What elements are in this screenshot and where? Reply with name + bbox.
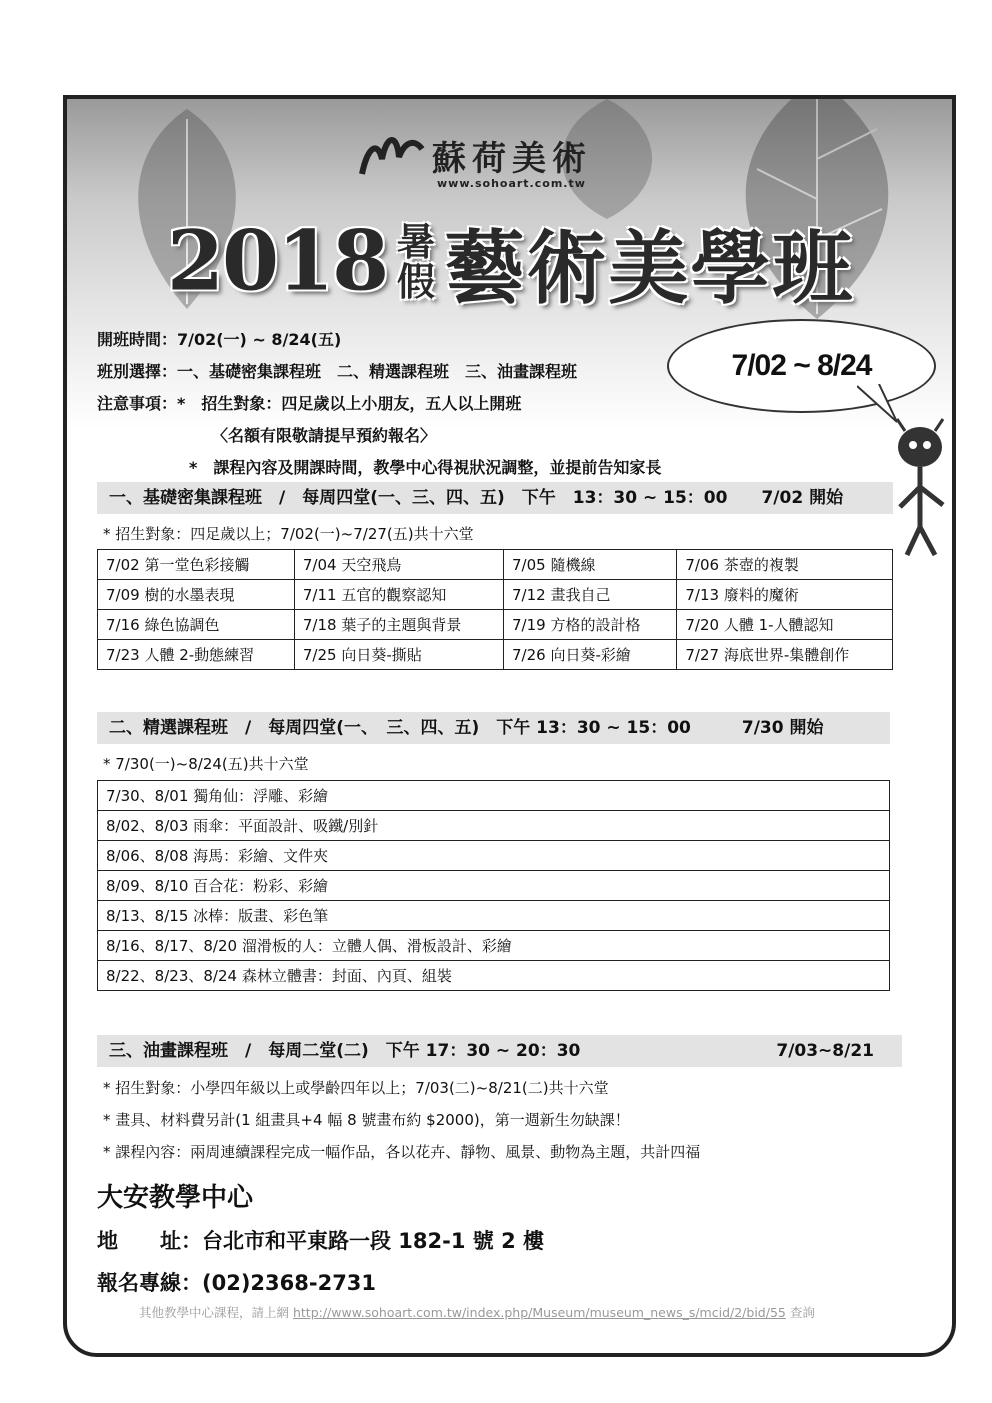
section3-title: 三、油畫課程班 / 每周二堂(二) 下午 17：30 ~ 20：30	[109, 1041, 581, 1061]
table-cell: 8/16、8/17、8/20 溜滑板的人：立體人偶、滑板設計、彩繪	[98, 931, 890, 961]
table-cell: 7/04 天空飛鳥	[294, 550, 503, 580]
section3-note-3: * 課程內容：兩周連續課程完成一幅作品，各以花卉、靜物、風景、動物為主題，共計四福	[103, 1143, 701, 1161]
page-title	[167, 204, 854, 319]
table-cell: 8/22、8/23、8/24 森林立體書：封面、內頁、組裝	[98, 961, 890, 991]
logo-name: 蘇荷美術	[432, 139, 592, 179]
table-cell: 7/16 綠色協調色	[98, 610, 295, 640]
title-stack	[396, 218, 435, 304]
table-cell: 8/02、8/03 雨傘：平面設計、吸鐵/別針	[98, 811, 890, 841]
table-row	[98, 640, 893, 670]
section3-note-1: * 招生對象：小學四年級以上或學齡四年以上；7/03(二)~8/21(二)共十六堂	[103, 1079, 609, 1097]
table-cell: 7/18 葉子的主題與背景	[294, 610, 503, 640]
center-name: 大安教學中心	[97, 1183, 254, 1213]
table-cell: 7/19 方格的設計格	[504, 610, 677, 640]
table-row	[98, 931, 890, 961]
center-address: 地 址：台北市和平東路一段 182-1 號 2 樓	[97, 1229, 545, 1253]
section2-note: * 7/30(一)~8/24(五)共十六堂	[103, 755, 309, 773]
table-cell: 7/20 人體 1-人體認知	[677, 610, 893, 640]
section3-header	[97, 1035, 902, 1067]
section1-note: * 招生對象：四足歲以上；7/02(一)~7/27(五)共十六堂	[103, 525, 474, 543]
info-adjustment: * 課程內容及開課時間，教學中心得視狀況調整，並提前告知家長	[189, 458, 662, 477]
section3-dates: 7/03~8/21	[776, 1041, 874, 1061]
table-cell: 7/23 人體 2-動態練習	[98, 640, 295, 670]
table-row	[98, 811, 890, 841]
title-stack-top: 暑	[396, 218, 435, 264]
logo-mark-icon	[357, 129, 427, 179]
info-class-options: 班別選擇：一、基礎密集課程班 二、精選課程班 三、油畫課程班	[97, 362, 578, 381]
title-stack-bottom: 假	[396, 258, 435, 304]
flyer-frame	[63, 95, 956, 1357]
date-bubble: 7/02 ~ 8/24	[667, 319, 936, 413]
table-cell: 7/12 畫我自己	[504, 580, 677, 610]
title-year: 2018	[167, 213, 388, 310]
table-cell: 7/02 第一堂色彩接觸	[98, 550, 295, 580]
table-row	[98, 871, 890, 901]
section2-header: 二、精選課程班 / 每周四堂(一、 三、四、五) 下午 13：30 ~ 15：00 7/30 開始	[97, 712, 890, 744]
table-cell: 7/06 茶壺的複製	[677, 550, 893, 580]
table-row	[98, 961, 890, 991]
section1-header: 一、基礎密集課程班 / 每周四堂(一、三、四、五) 下午 13：30 ~ 15：00 7/02 開始	[97, 482, 893, 514]
mascot-icon	[885, 417, 955, 557]
logo-url: www.sohoart.com.tw	[437, 177, 586, 190]
info-notice: 注意事項：* 招生對象：四足歲以上小朋友，五人以上開班	[97, 394, 522, 413]
website-suffix: 查詢	[785, 1305, 815, 1320]
table-row	[98, 610, 893, 640]
table-cell: 7/13 廢料的魔術	[677, 580, 893, 610]
table-cell: 7/30、8/01 獨角仙：浮雕、彩繪	[98, 781, 890, 811]
table-cell: 8/13、8/15 冰棒：版畫、彩色筆	[98, 901, 890, 931]
table-cell: 8/09、8/10 百合花：粉彩、彩繪	[98, 871, 890, 901]
table-row	[98, 901, 890, 931]
table-cell: 8/06、8/08 海馬：彩繪、文件夾	[98, 841, 890, 871]
website-prefix: 其他教學中心課程，請上網	[139, 1305, 293, 1320]
table-cell: 7/09 樹的水墨表現	[98, 580, 295, 610]
info-reservation: 〈名額有限敬請提早預約報名〉	[212, 426, 437, 445]
logo	[357, 129, 657, 189]
table-row	[98, 550, 893, 580]
website-link[interactable]: http://www.sohoart.com.tw/index.php/Museum/museum_news_s/mcid/2/bid/55	[292, 1305, 786, 1320]
table-row	[98, 781, 890, 811]
table-cell: 7/25 向日葵-撕貼	[294, 640, 503, 670]
table-row	[98, 841, 890, 871]
info-open-time: 開班時間：7/02(一) ~ 8/24(五)	[97, 330, 342, 349]
section1-table	[97, 549, 893, 670]
title-main: 藝術美學班	[444, 221, 855, 315]
table-cell: 7/11 五官的觀察認知	[294, 580, 503, 610]
table-cell: 7/27 海底世界-集體創作	[677, 640, 893, 670]
table-cell: 7/26 向日葵-彩繪	[504, 640, 677, 670]
table-row	[98, 580, 893, 610]
website-note	[139, 1303, 815, 1321]
table-cell: 7/05 隨機線	[504, 550, 677, 580]
section2-table	[97, 780, 890, 991]
center-phone: 報名專線：(02)2368-2731	[97, 1271, 377, 1295]
section3-note-2: * 畫具、材料費另計(1 組畫具+4 幅 8 號畫布約 $2000)，第一週新生勿缺課！	[103, 1111, 630, 1129]
